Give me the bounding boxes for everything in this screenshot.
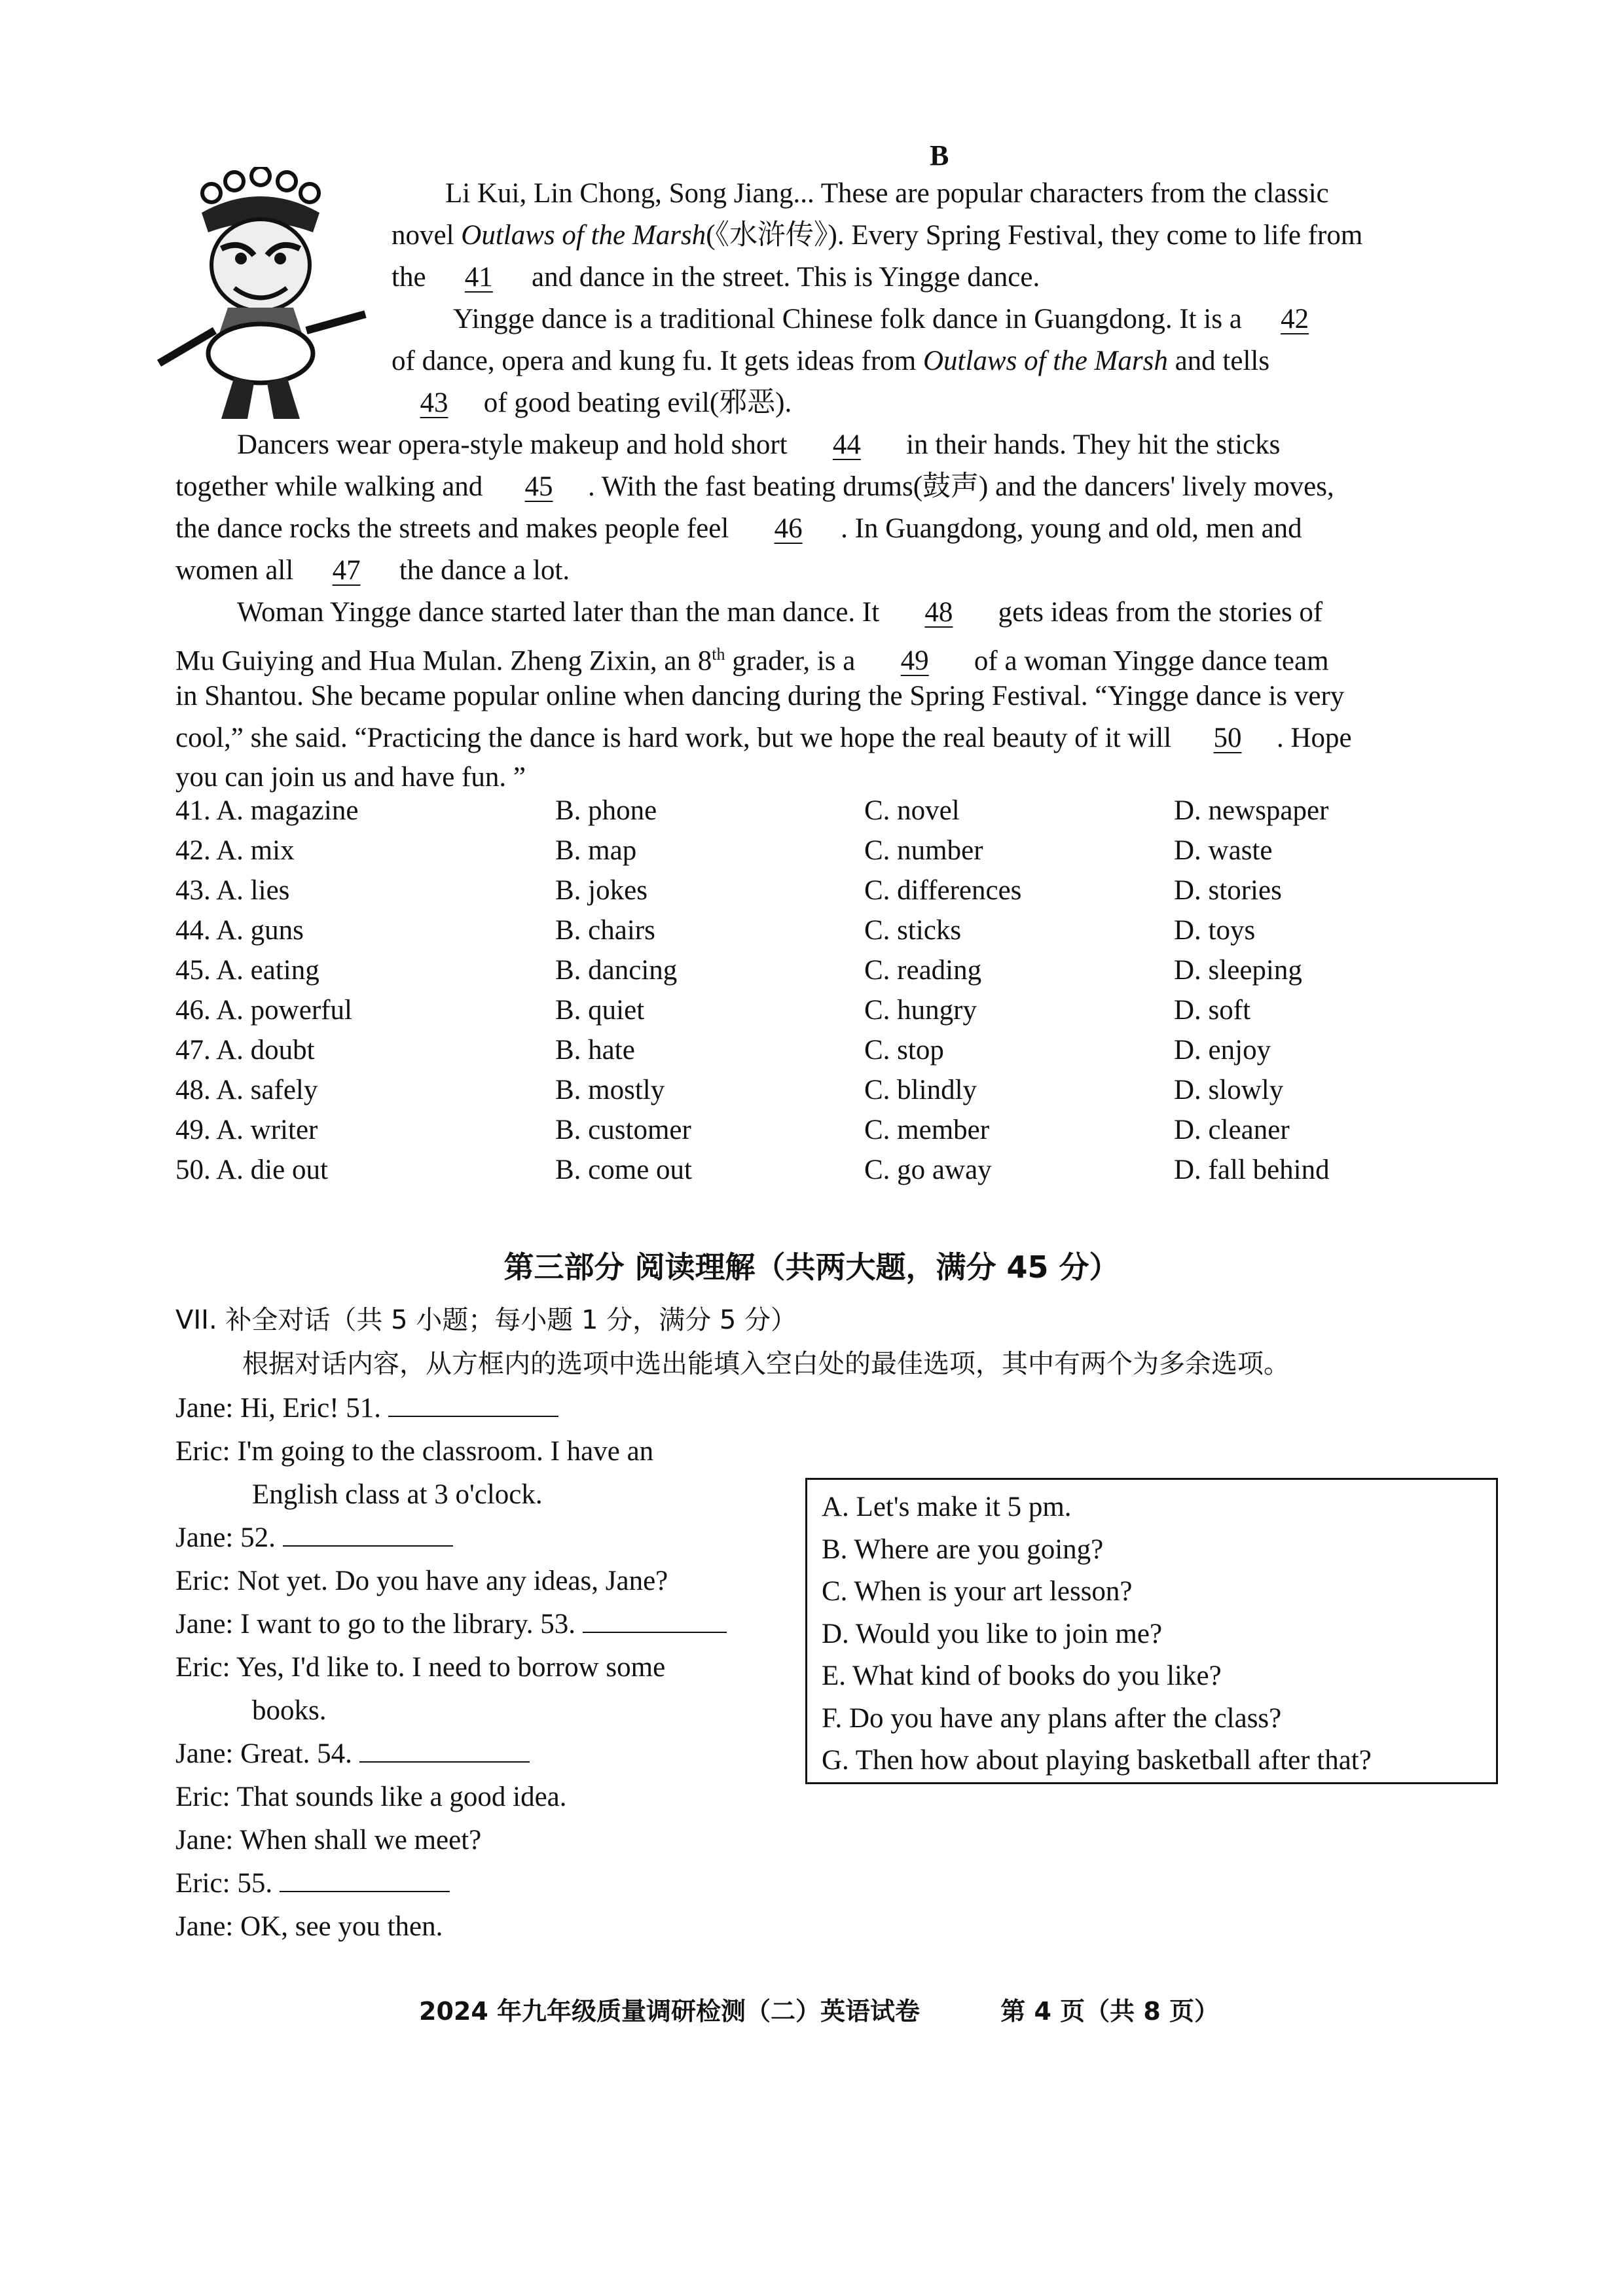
dialogue-line: Eric: Yes, I'd like to. I need to borrow some	[175, 1652, 666, 1683]
choice-d: D. Would you like to join me?	[822, 1618, 1163, 1649]
blank-47: 47	[332, 555, 361, 586]
passage-line: 43 of good beating evil(邪恶).	[392, 382, 792, 424]
choice-f: F. Do you have any plans after the class?	[822, 1702, 1282, 1734]
blank-45: 45	[524, 471, 553, 502]
option: 50. A. die out	[175, 1155, 328, 1185]
dialogue-line: Eric: That sounds like a good idea.	[175, 1782, 567, 1812]
answer-blank-51	[388, 1390, 558, 1417]
option: C. member	[864, 1115, 990, 1145]
passage-line: Mu Guiying and Hua Mulan. Zheng Zixin, an 8th grader, is a 49 of a woman Yingge dance team	[175, 634, 1329, 682]
choice-a: A. Let's make it 5 pm.	[822, 1492, 1072, 1522]
option-row-50	[175, 1150, 1419, 1190]
passage-line: Li Kui, Lin Chong, Song Jiang... These are popular characters from the classic	[445, 178, 1329, 209]
option: D. newspaper	[1174, 795, 1329, 826]
blank-50: 50	[1213, 723, 1242, 753]
option-row-43	[175, 870, 1419, 910]
option: C. hungry	[864, 995, 977, 1026]
passage-line: the 41 and dance in the street. This is Yingge dance.	[392, 257, 1040, 298]
passage-line: women all 47 the dance a lot.	[175, 550, 570, 592]
dialogue-line: Eric: Not yet. Do you have any ideas, Jane?	[175, 1566, 668, 1596]
instruction-text: 根据对话内容，从方框内的选项中选出能填入空白处的最佳选项，其中有两个为多余选项。	[242, 1349, 1290, 1379]
option: B. hate	[555, 1035, 635, 1066]
dialogue-line: Jane: When shall we meet?	[175, 1825, 482, 1856]
blank-41: 41	[464, 262, 493, 293]
passage-line: together while walking and 45 . With the fast beating drums(鼓声) and the dancers' lively moves,	[175, 466, 1334, 508]
dialogue-line: books.	[252, 1695, 327, 1726]
option: D. fall behind	[1174, 1155, 1330, 1185]
option: 47. A. doubt	[175, 1035, 315, 1066]
answer-blank-53	[583, 1605, 727, 1633]
option-row-46	[175, 990, 1419, 1030]
blank-49: 49	[900, 645, 929, 677]
option-row-41	[175, 791, 1419, 831]
passage-line: cool,” she said. “Practicing the dance is hard work, but we hope the real beauty of it will 50 . Hope	[175, 717, 1352, 759]
choices-box	[805, 1478, 1498, 1784]
choice-c: C. When is your art lesson?	[822, 1576, 1133, 1607]
dialogue-line: Jane: I want to go to the library. 53.	[175, 1604, 778, 1645]
option-row-45	[175, 950, 1419, 990]
yingge-dancer-illustration	[149, 167, 372, 425]
option: 46. A. powerful	[175, 995, 352, 1026]
option-row-42	[175, 831, 1419, 870]
blank-42: 42	[1281, 304, 1309, 334]
option: B. dancing	[555, 955, 678, 986]
option: D. waste	[1174, 835, 1273, 866]
blank-44: 44	[832, 429, 861, 460]
cloze-options	[175, 791, 1419, 1190]
option: B. mostly	[555, 1075, 665, 1105]
option-row-49	[175, 1110, 1419, 1150]
option-row-47	[175, 1030, 1419, 1070]
answer-blank-54	[359, 1735, 530, 1763]
option: 45. A. eating	[175, 955, 319, 986]
option: B. jokes	[555, 875, 647, 906]
option-row-44	[175, 910, 1419, 950]
option: D. cleaner	[1174, 1115, 1290, 1145]
option: C. novel	[864, 795, 960, 826]
option: D. stories	[1174, 875, 1282, 906]
footer-exam-title: 2024 年九年级质量调研检测（二）英语试卷	[419, 1997, 920, 2026]
choice-g: G. Then how about playing basketball after that?	[822, 1745, 1372, 1776]
option: 49. A. writer	[175, 1115, 318, 1145]
dialogue-line: Jane: OK, see you then.	[175, 1911, 443, 1942]
dialogue-line: Eric: I'm going to the classroom. I have an	[175, 1436, 654, 1467]
option: 44. A. guns	[175, 915, 304, 946]
option: C. differences	[864, 875, 1022, 906]
option: D. sleeping	[1174, 955, 1302, 986]
dialogue-line: Jane: 52.	[175, 1517, 778, 1559]
passage-line: Dancers wear opera-style makeup and hold short 44 in their hands. They hit the sticks	[237, 424, 1280, 466]
dialogue-line: Eric: 55.	[175, 1863, 778, 1905]
blank-48: 48	[924, 597, 953, 628]
dialogue-line: Jane: Great. 54.	[175, 1733, 778, 1775]
option: C. stop	[864, 1035, 944, 1066]
section-heading-b: B	[930, 139, 949, 171]
option: C. blindly	[864, 1075, 977, 1105]
option: 48. A. safely	[175, 1075, 318, 1105]
section-vii-heading: VII. 补全对话（共 5 小题；每小题 1 分，满分 5 分）	[175, 1305, 797, 1335]
option: D. soft	[1174, 995, 1251, 1026]
option: D. toys	[1174, 915, 1256, 946]
option: C. sticks	[864, 915, 962, 946]
option: D. slowly	[1174, 1075, 1284, 1105]
passage-line: of dance, opera and kung fu. It gets ideas from Outlaws of the Marsh and tells	[392, 346, 1270, 376]
answer-blank-52	[283, 1519, 453, 1547]
passage-line: Woman Yingge dance started later than the man dance. It 48 gets ideas from the stories of	[237, 592, 1322, 634]
option: B. customer	[555, 1115, 691, 1145]
choice-b: B. Where are you going?	[822, 1534, 1104, 1565]
option: B. phone	[555, 795, 657, 826]
page-footer	[419, 1991, 1219, 2027]
option-row-48	[175, 1070, 1419, 1110]
passage-line: you can join us and have fun. ”	[175, 762, 526, 793]
blank-43: 43	[420, 387, 448, 418]
option: 43. A. lies	[175, 875, 290, 906]
passage-line: in Shantou. She became popular online when dancing during the Spring Festival. “Yingge dance is very	[175, 681, 1345, 711]
option: C. go away	[864, 1155, 992, 1185]
passage-line: novel Outlaws of the Marsh(《水浒传》). Every Spring Festival, they come to life from	[392, 220, 1363, 251]
option: B. chairs	[555, 915, 655, 946]
option: C. reading	[864, 955, 982, 986]
part-three-title: 第三部分 阅读理解（共两大题，满分 45 分）	[503, 1249, 1120, 1285]
dialogue-line: Jane: Hi, Eric! 51.	[175, 1388, 778, 1429]
option: 41. A. magazine	[175, 795, 359, 826]
choice-e: E. What kind of books do you like?	[822, 1660, 1222, 1691]
option: D. enjoy	[1174, 1035, 1271, 1066]
footer-page-number: 第 4 页（共 8 页）	[1000, 1997, 1220, 2026]
dialogue-line: English class at 3 o'clock.	[252, 1479, 543, 1510]
option: B. come out	[555, 1155, 692, 1185]
option: C. number	[864, 835, 983, 866]
option: B. quiet	[555, 995, 645, 1026]
passage-line: the dance rocks the streets and makes people feel 46 . In Guangdong, young and old, men and	[175, 508, 1302, 550]
answer-blank-55	[280, 1865, 450, 1892]
option: B. map	[555, 835, 637, 866]
blank-46: 46	[774, 513, 803, 544]
option: 42. A. mix	[175, 835, 295, 866]
passage-line: Yingge dance is a traditional Chinese folk dance in Guangdong. It is a 42	[453, 298, 1341, 340]
